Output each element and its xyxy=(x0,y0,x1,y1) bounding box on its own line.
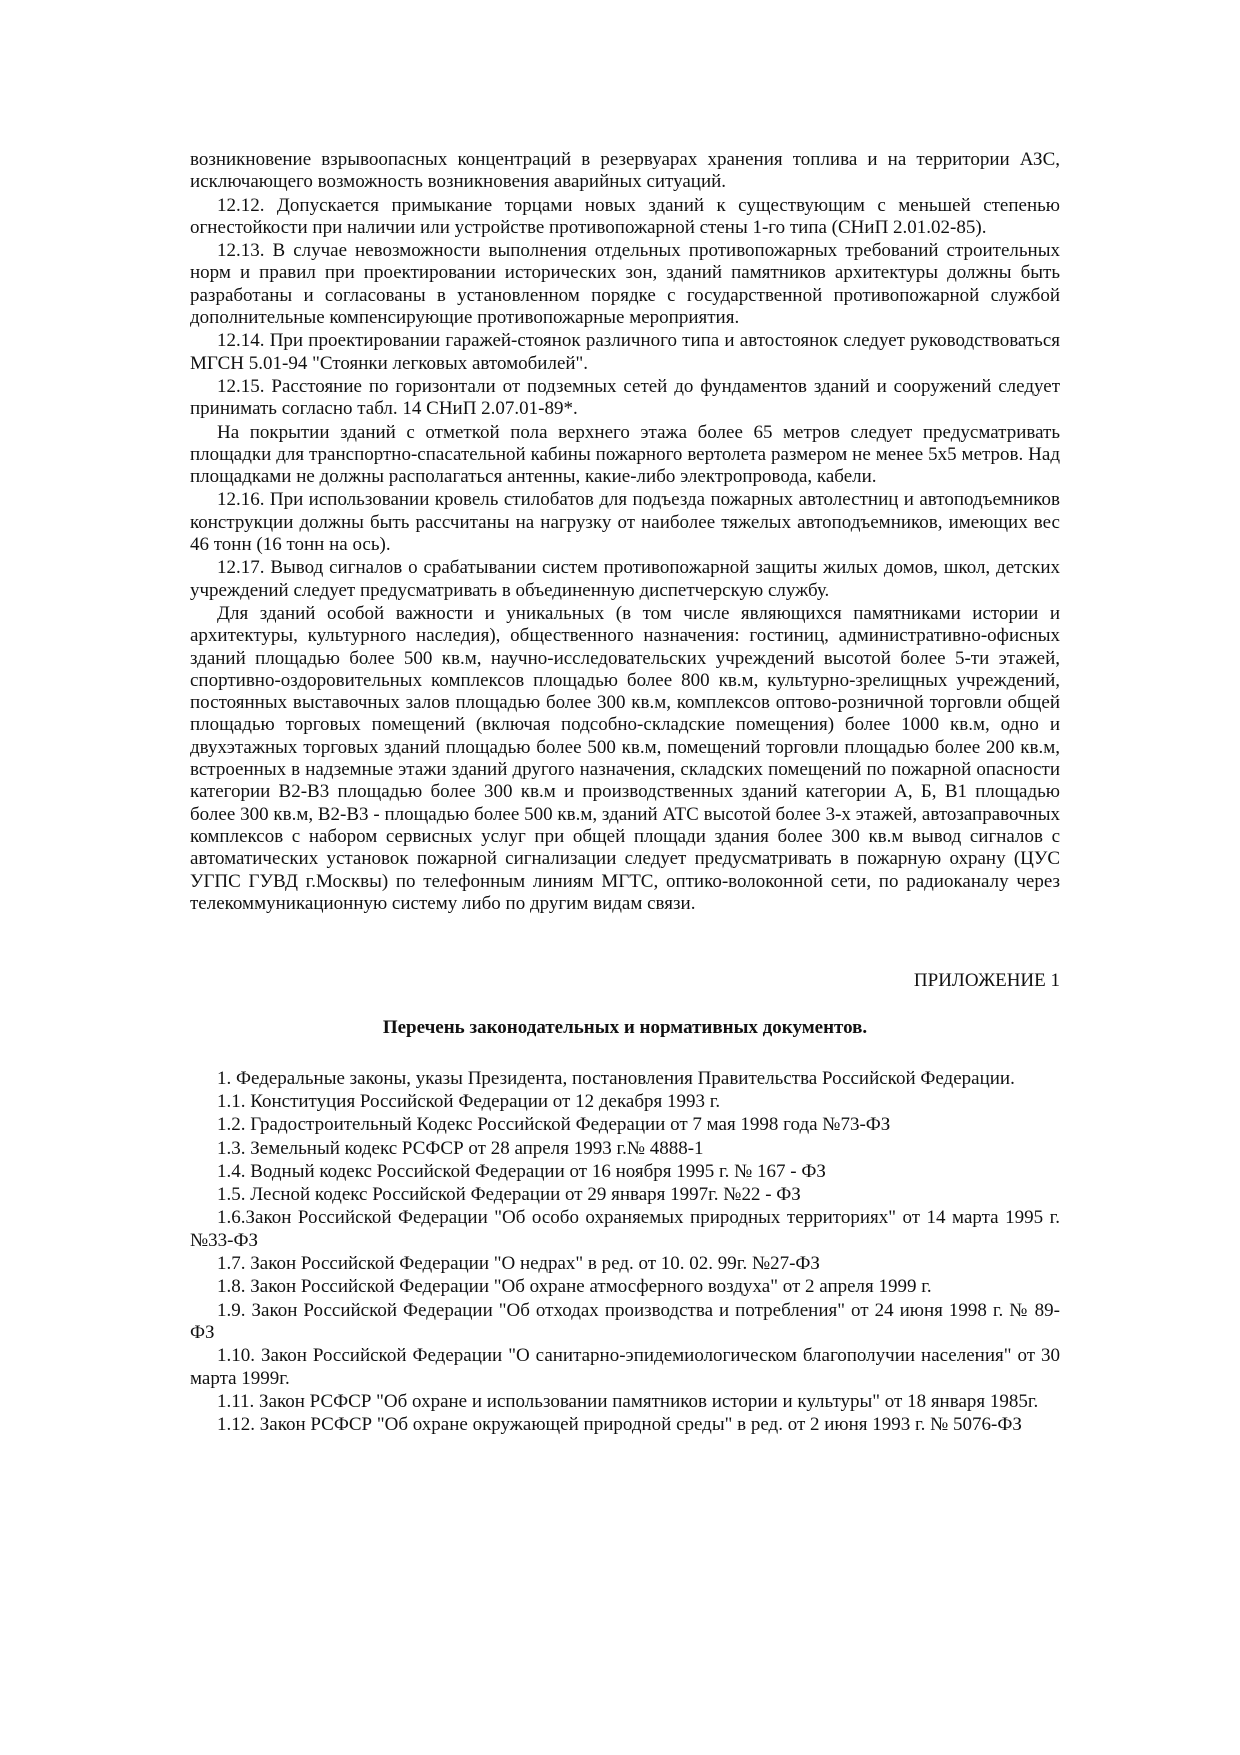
reference-item: 1.2. Градостроительный Кодекс Российской Федерации от 7 мая 1998 года №73-ФЗ xyxy=(217,1114,891,1136)
paragraph: возникновение взрывоопасных концентраций в резервуарах хранения топлива и на территории АЗС, исключающего возможность возникновения аварийных ситуаций. xyxy=(190,149,1060,193)
reference-item: 1.7. Закон Российской Федерации "О недрах" в ред. от 10. 02. 99г. №27-ФЗ xyxy=(217,1253,820,1275)
paragraph: На покрытии зданий с отметкой пола верхнего этажа более 65 метров следует предусматривать площадки для транспортно-спасательной кабины пожарного вертолета размером не менее 5х5 метров. Над площадками не должны располагаться антенны, какие-либо электропровода, кабели. xyxy=(190,421,1060,488)
paragraph: 12.15. Расстояние по горизонтали от подземных сетей до фундаментов зданий и сооружений следует принимать согласно табл. 14 СНиП 2.07.01-89*. xyxy=(190,375,1060,420)
paragraph: 12.13. В случае невозможности выполнения отдельных противопожарных требований строительных норм и правил при проектировании исторических зон, зданий памятников архитектуры должны быть разработаны и согласованы в установленном порядке с государственной противопожарной службой дополнительные компенсирующие противопожарные мероприятия. xyxy=(190,240,1060,329)
reference-item: 1.6.Закон Российской Федерации "Об особо охраняемых природных территориях" от 14 марта 1995 г. №33-ФЗ xyxy=(190,1207,1060,1251)
reference-item: 1.8. Закон Российской Федерации "Об охране атмосферного воздуха" от 2 апреля 1999 г. xyxy=(217,1276,932,1298)
appendix-label: ПРИЛОЖЕНИЕ 1 xyxy=(913,970,1060,992)
reference-item: 1.10. Закон Российской Федерации "О санитарно-эпидемиологическом благополучии населения" от 30 марта 1999г. xyxy=(190,1345,1060,1389)
reference-item: 1.12. Закон РСФСР "Об охране окружающей природной среды" в ред. от 2 июня 1993 г. № 5076-ФЗ xyxy=(217,1414,1022,1436)
reference-item: 1.1. Конституция Российской Федерации от 12 декабря 1993 г. xyxy=(217,1090,721,1112)
document-page xyxy=(190,149,1060,1437)
paragraph: 12.14. При проектировании гаражей-стоянок различного типа и автостоянок следует руководствоваться МГСН 5.01-94 "Стоянки легковых автомобилей". xyxy=(190,330,1060,374)
paragraph: 12.16. При использовании кровель стилобатов для подъезда пожарных автолестниц и автоподъемников конструкции должны быть рассчитаны на нагрузку от наиболее тяжелых автоподъемников, имеющих вес 46 тонн (16 тонн на ось). xyxy=(190,489,1060,556)
body-text xyxy=(190,149,1060,915)
paragraph: 12.12. Допускается примыкание торцами новых зданий к существующим с меньшей степенью огнестойкости при наличии или устройстве противопожарной стены 1-го типа (СНиП 2.01.02-85). xyxy=(190,194,1060,238)
reference-item: 1. Федеральные законы, указы Президента, постановления Правительства Российской Федерации. xyxy=(217,1067,1015,1089)
reference-list xyxy=(190,1068,1060,1437)
paragraph: 12.17. Вывод сигналов о срабатывании систем противопожарной защиты жилых домов, школ, детских учреждений следует предусматривать в объединенную диспетчерскую службу. xyxy=(190,557,1060,601)
paragraph: Для зданий особой важности и уникальных (в том числе являющихся памятниками истории и архитектуры, культурного наследия), общественного назначения: гостиниц, административно-офисных зданий площадью более 500 кв.м, научно-исследовательских учреждений высотой более 5-ти этажей, спортивно-оздоровительных комплексов площадью более 800 кв.м, культурно-зрелищных учреждений, постоянных выставочных залов площадью более 300 кв.м, комплексов оптово-розничной торговли общей площадью торговых помещений (включая подсобно-складские помещения) более 1000 кв.м, одно и двухэтажных торговых зданий площадью более 500 кв.м, помещений торговли площадью более 200 кв.м, встроенных в надземные этажи зданий другого назначения, складских помещений по пожарной опасности категории В2-В3 площадью более 300 кв.м и производственных зданий категории А, Б, В1 площадью более 300 кв.м, В2-В3 - площадью более 500 кв.м, зданий АТС высотой более 3-х этажей, автозаправочных комплексов с набором сервисных услуг при общей площади здания более 300 кв.м вывод сигналов с автоматических установок пожарной сигнализации следует предусматривать в пожарную охрану (ЦУС УГПС ГУВД г.Москвы) по телефонным линиям МГТС, оптико-волоконной сети, по радиоканалу через телекоммуникационную систему либо по другим видам связи. xyxy=(190,602,1060,914)
reference-item: 1.5. Лесной кодекс Российской Федерации от 29 января 1997г. №22 - ФЗ xyxy=(217,1184,801,1206)
reference-item: 1.11. Закон РСФСР "Об охране и использовании памятников истории и культуры" от 18 января 1985г. xyxy=(217,1390,1039,1412)
reference-item: 1.9. Закон Российской Федерации "Об отходах производства и потребления" от 24 июня 1998 г. № 89-ФЗ xyxy=(190,1299,1060,1343)
reference-item: 1.3. Земельный кодекс РСФСР от 28 апреля 1993 г.№ 4888-1 xyxy=(217,1137,704,1159)
appendix-heading: Перечень законодательных и нормативных документов. xyxy=(382,1017,868,1039)
reference-item: 1.4. Водный кодекс Российской Федерации от 16 ноября 1995 г. № 167 - ФЗ xyxy=(217,1160,826,1182)
